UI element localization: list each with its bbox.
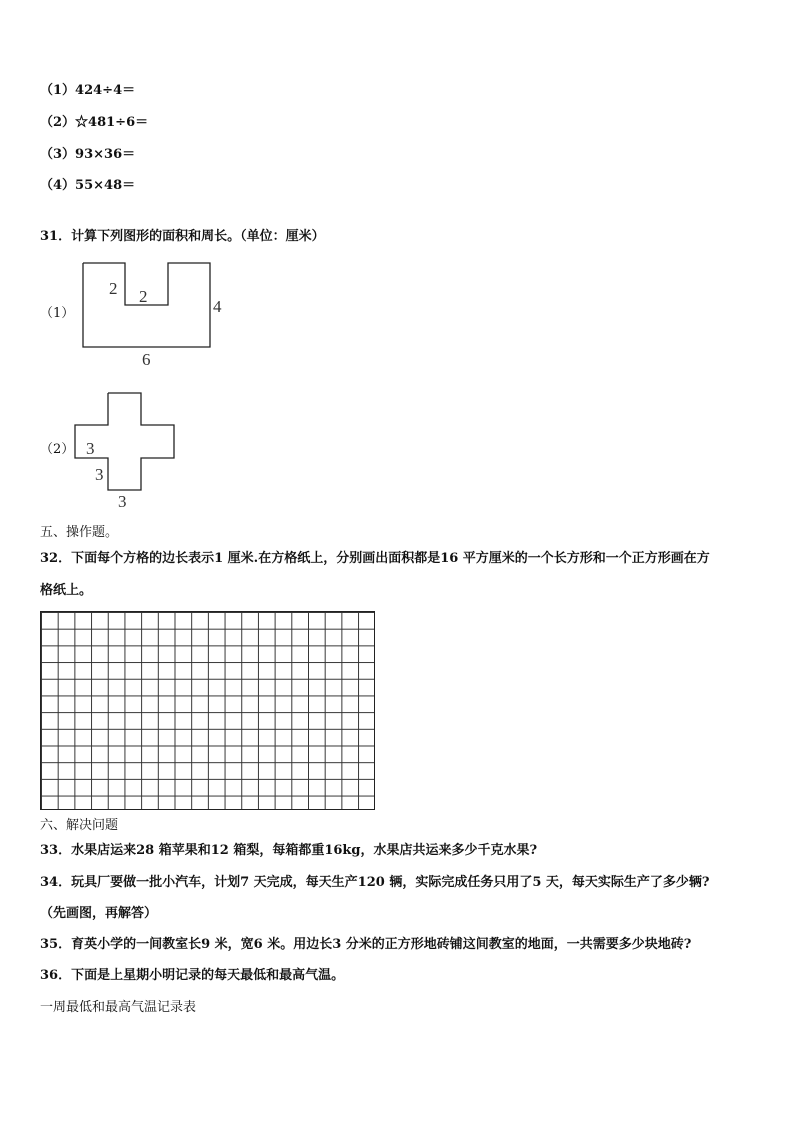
question-36: 36．下面是上星期小明记录的每天最低和最高气温。 [40,968,345,983]
figure-1-dim-gap: 2 [139,287,148,306]
calc-item-4: （4）55×48＝ [40,178,136,193]
question-33: 33．水果店运来28 箱苹果和12 箱梨，每箱都重16kg，水果店共运来多少千克水果? [40,843,538,858]
figure-2-cross-shape [70,390,180,515]
table-title: 一周最低和最高气温记录表 [40,1000,197,1015]
question-34-line-1: 34．玩具厂要做一批小汽车，计划7 天完成，每天生产120 辆，实际完成任务只用了5 天，每天实际生产了多少辆? [40,875,710,890]
question-32-line-2: 格纸上。 [40,583,93,598]
figure-2-dim-bottom: 3 [118,492,127,511]
question-35: 35．育英小学的一间教室长9 米，宽6 米。用边长3 分米的正方形地砖铺这间教室的地面，一共需要多少块地砖? [40,937,692,952]
figure-2-label: （2） [40,442,75,457]
figure-1-u-shape [80,260,240,368]
calc-item-3: （3）93×36＝ [40,147,136,162]
figure-2-dim-left: 3 [86,439,95,458]
calc-item-1: （1）424÷4＝ [40,83,136,98]
figure-2-dim-side: 3 [95,465,104,484]
calc-item-2: （2）☆481÷6＝ [40,115,149,130]
question-34-line-2: （先画图，再解答） [40,906,158,921]
grid-paper[interactable] [40,611,375,810]
question-31: 31．计算下列图形的面积和周长。（单位：厘米） [40,229,325,244]
question-32-line-1: 32．下面每个方格的边长表示1 厘米.在方格纸上，分别画出面积都是16 平方厘米的一个长方形和一个正方形画在方 [40,551,710,566]
figure-1-dim-width: 6 [142,350,151,368]
section-6-heading: 六、解决问题 [40,818,119,833]
section-5-heading: 五、操作题。 [40,525,119,540]
figure-1-dim-height: 4 [213,297,222,316]
figure-1-dim-depth: 2 [109,279,118,298]
figure-1-label: （1） [40,306,75,321]
